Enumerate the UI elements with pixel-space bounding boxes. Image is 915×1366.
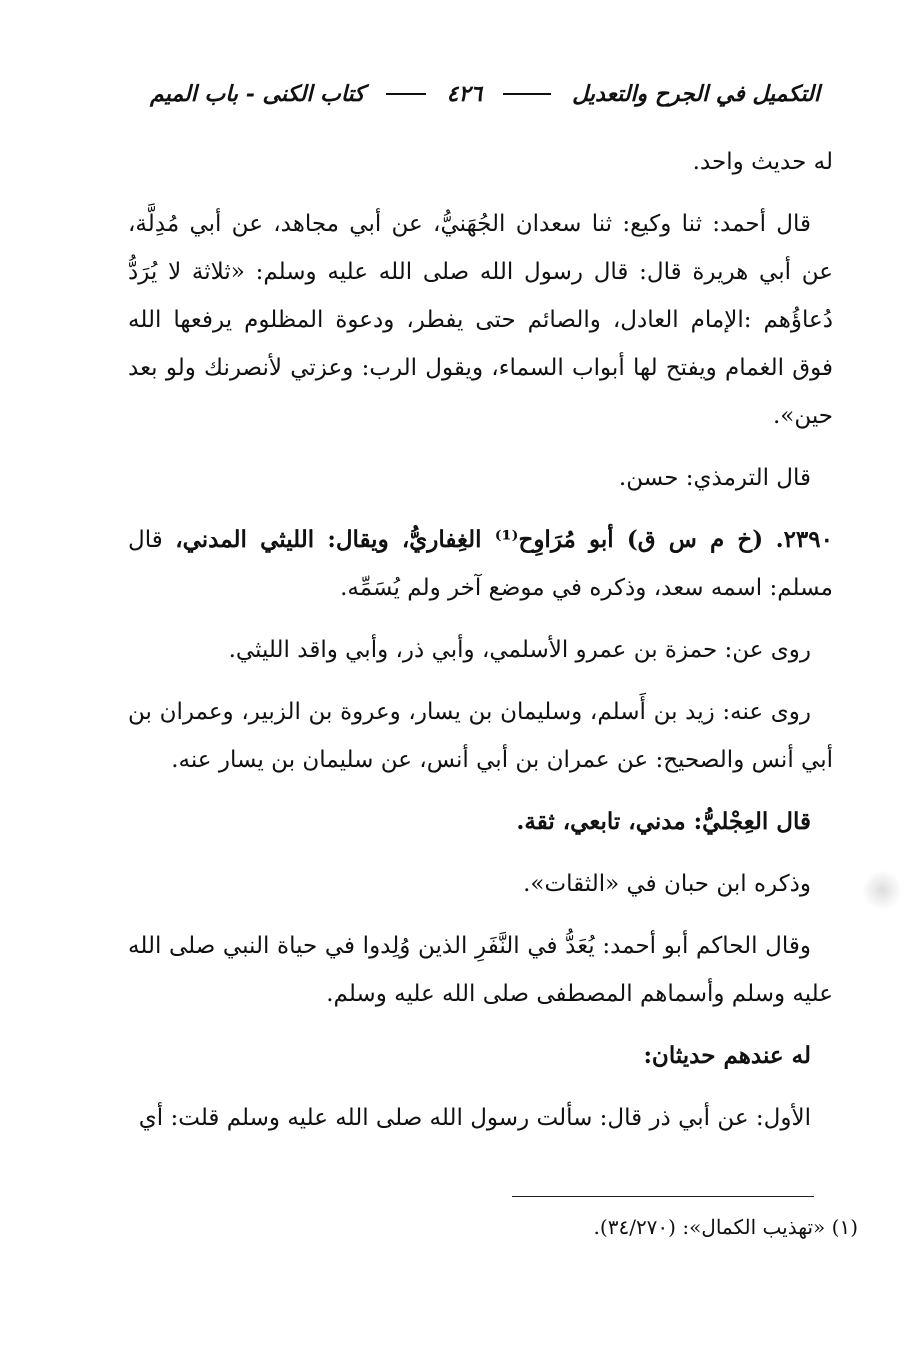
main-text [128,138,833,1156]
page-number: ٤٢٦ [446,81,483,107]
running-header [150,72,820,116]
paragraph: الأول: عن أبي ذر قال: سألت رسول الله صلى الله عليه وسلم قلت: أي [138,1105,811,1131]
book-title: التكميل في الجرح والتعديل [572,81,820,107]
paragraph: روى عنه: زيد بن أَسلم، وسليمان بن يسار، وعروة بن الزبير، وعمران بن أبي أنس والصحيح: عن عمران بن أبي أنس، عن سليمان بن يسار عنه. [128,699,833,773]
header-dash [386,93,426,95]
footnote-divider [512,1196,814,1197]
footnote: (١) «تهذيب الكمال»: (٣٤/٢٧٠). [593,1215,858,1239]
paragraph: قال العِجْليُّ: مدني، تابعي، ثقة. [516,808,811,835]
paragraph: وقال الحاكم أبو أحمد: يُعَدُّ في النَّفَرِ الذين وُلِدوا في حياة النبي صلى الله عليه وسلم وأسماهم المصطفى صلى الله عليه وسلم. [128,933,833,1007]
paragraph: روى عن: حمزة بن عمرو الأسلمي، وأبي ذر، وأبي واقد الليثي. [228,637,811,663]
header-dash [503,93,551,95]
paragraph: قال أحمد: ثنا وكيع: ثنا سعدان الجُهَنيُّ، عن أبي مجاهد، عن أبي مُدِلَّة، عن أبي هريرة قال: قال رسول الله صلى الله عليه وسلم: «ثلاثة لا يُرَدُّ دُعاؤُهم :الإمام العادل، والصائم حتى يفطر، ودعوة المظلوم يرفعها الله فوق الغمام ويفتح لها أبواب السماء، ويقول الرب: وعزتي لأنصرنك ولو بعد حين». [128,211,833,429]
section-title: كتاب الكنى - باب الميم [150,81,365,107]
scan-artifact [862,870,902,910]
entry-paragraph [128,516,833,612]
entry-rest: قال مسلم: اسمه سعد، وذكره في موضع آخر ولم يُسَمِّه. [128,527,833,601]
paragraph: له عندهم حديثان: [643,1042,811,1069]
entry-number: ٢٣٩٠. [775,526,833,553]
paragraph: له حديث واحد. [692,149,833,175]
paragraph: قال الترمذي: حسن. [618,465,811,491]
paragraph: وذكره ابن حبان في «الثقات». [523,871,811,897]
entry-name: (خ م س ق) أبو مُرَاوِح⁽¹⁾ الغِفاريُّ، ويقال: الليثي المدني، [175,526,764,553]
